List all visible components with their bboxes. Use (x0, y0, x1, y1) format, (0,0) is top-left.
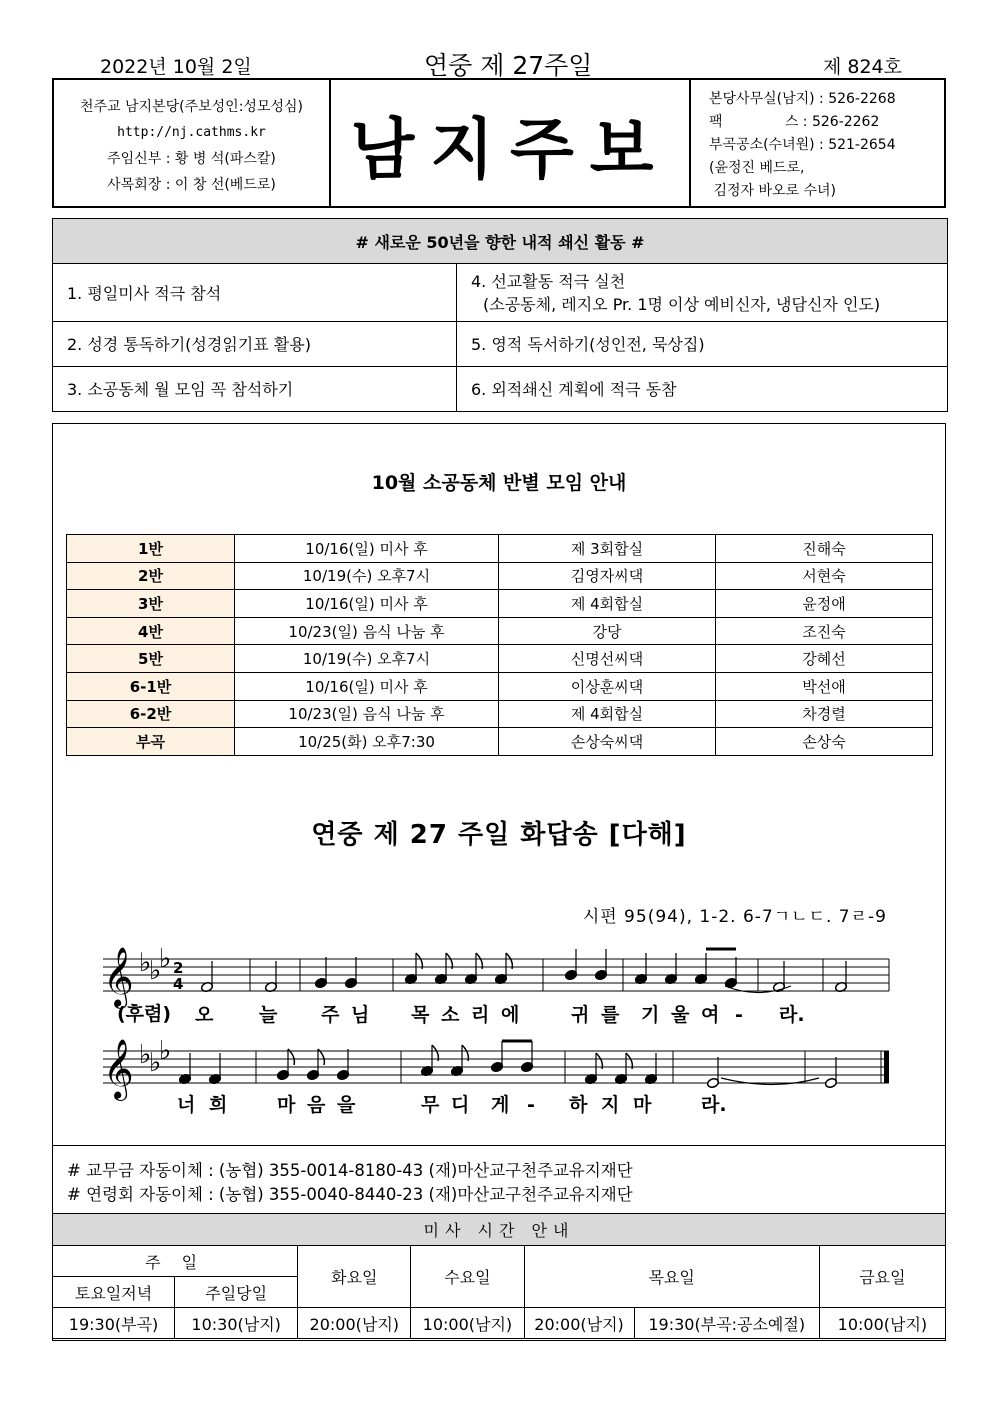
lyric-syllable: 귀 (571, 1004, 590, 1026)
group-leader: 윤정애 (716, 590, 933, 618)
table-row (67, 700, 933, 728)
lyric-syllable: 지 (601, 1094, 620, 1116)
group-datetime: 10/23(일) 음식 나눔 후 (235, 700, 499, 728)
group-datetime: 10/16(일) 미사 후 (235, 590, 499, 618)
lyric-syllable: 목 (411, 1004, 430, 1026)
lyric-syllable: 을 (337, 1094, 356, 1116)
mass-time: 10:00(남지) (819, 1308, 945, 1339)
main-content-box (52, 423, 946, 1341)
group-datetime: 10/25(화) 오후7:30 (235, 728, 499, 756)
lyric-syllable: 오 (195, 1004, 214, 1026)
lyric-syllable: 마 (277, 1094, 296, 1116)
lyric-syllable: 희 (209, 1094, 228, 1116)
masthead-title: 남지주보 (350, 109, 670, 188)
group-leader: 차경렬 (716, 700, 933, 728)
flat-icon: ♭ (139, 1040, 152, 1070)
renewal-item: 2. 성경 통독하기(성경읽기표 활용) (53, 321, 457, 366)
lyric-syllable: 소 (441, 1004, 460, 1026)
tue-header: 화요일 (298, 1246, 411, 1308)
lyric-syllable: 에 (501, 1004, 520, 1026)
sheet-music (93, 939, 913, 1139)
table-row (67, 728, 933, 756)
renewal-item: 4. 선교활동 적극 실천 (소공동체, 레지오 Pr. 1명 이상 예비신자, 냉담신자 인도) (457, 264, 948, 321)
flat-icon: ♭ (159, 944, 172, 974)
convent-phone: 부곡공소(수녀원) : 521-2654 (709, 137, 896, 153)
table-row (67, 617, 933, 645)
lyric-syllable: 늘 (259, 1004, 278, 1026)
flat-icon: ♭ (149, 956, 162, 986)
flat-icon: ♭ (159, 1036, 172, 1066)
thu-header: 목요일 (524, 1246, 819, 1308)
group-place: 제 3회합실 (499, 535, 716, 563)
group-leader: 서현숙 (716, 562, 933, 590)
group-datetime: 10/19(수) 오후7시 (235, 562, 499, 590)
tie-2 (721, 1078, 819, 1085)
sunday-header: 주 일 (53, 1246, 298, 1277)
renewal-item: 6. 외적쇄신 계획에 적극 동참 (457, 366, 948, 411)
group-name: 부곡 (67, 728, 235, 756)
table-row (67, 672, 933, 700)
group-name: 6-2반 (67, 700, 235, 728)
group-place: 제 4회합실 (499, 590, 716, 618)
groups-title: 10월 소공동체 반별 모임 안내 (371, 472, 627, 494)
flat-icon: ♭ (139, 948, 152, 978)
group-place: 강당 (499, 617, 716, 645)
mass-times-table (52, 1213, 946, 1339)
refrain-label: (후렴) (117, 1003, 172, 1025)
treble-clef-icon: 𝄞 (103, 1039, 134, 1099)
group-leader: 박선애 (716, 672, 933, 700)
renewal-title: # 새로운 50년을 향한 내적 쇄신 활동 # (53, 219, 948, 264)
group-datetime: 10/23(일) 음식 나눔 후 (235, 617, 499, 645)
flat-icon: ♭ (149, 1048, 162, 1078)
group-name: 4반 (67, 617, 235, 645)
lyric-syllable: 게 (491, 1094, 510, 1116)
lyric-syllable: 하 (569, 1094, 588, 1116)
funeral-autopay: # 연령회 자동이체 : (농협) 355-0040-8440-23 (재)마산교구천주교유지재단 (67, 1185, 633, 1204)
fax-number: 팩 스 : 526-2262 (709, 114, 880, 130)
pastor: 주임신부 : 황 병 석(파스칼) (107, 151, 276, 167)
tithe-autopay: # 교무금 자동이체 : (농협) 355-0014-8180-43 (재)마산교구천주교유지재단 (67, 1161, 633, 1180)
convent-names-1: (윤정진 베드로, (709, 160, 805, 176)
group-leader: 손상숙 (716, 728, 933, 756)
group-name: 2반 (67, 562, 235, 590)
group-datetime: 10/16(일) 미사 후 (235, 672, 499, 700)
lyric-syllable: 님 (351, 1004, 370, 1026)
mass-time: 10:00(남지) (411, 1308, 524, 1339)
table-row (67, 645, 933, 673)
lyric-syllable: 리 (471, 1004, 490, 1026)
final-barline (884, 1051, 889, 1083)
group-leader: 진해숙 (716, 535, 933, 563)
group-place: 제 4회합실 (499, 700, 716, 728)
renewal-item: 3. 소공동체 월 모임 꼭 참석하기 (53, 366, 457, 411)
group-name: 1반 (67, 535, 235, 563)
lyric-syllable: 라. (701, 1094, 727, 1116)
group-datetime: 10/19(수) 오후7시 (235, 645, 499, 673)
group-leader: 조진숙 (716, 617, 933, 645)
lyric-syllable: 여 (701, 1004, 720, 1026)
group-name: 6-1반 (67, 672, 235, 700)
fri-header: 금요일 (819, 1246, 945, 1308)
group-name: 3반 (67, 590, 235, 618)
renewal-item: 5. 영적 독서하기(성인전, 묵상집) (457, 321, 948, 366)
lyric-syllable: 기 (641, 1004, 660, 1026)
time-signature-bottom: 4 (173, 975, 184, 993)
parish-name: 천주교 남지본당(주보성인:성모성심) (80, 99, 303, 115)
time-signature-top: 2 (173, 959, 184, 977)
group-datetime: 10/16(일) 미사 후 (235, 535, 499, 563)
group-place: 김영자씨댁 (499, 562, 716, 590)
wed-header: 수요일 (411, 1246, 524, 1308)
lyric-syllable: 마 (633, 1094, 652, 1116)
table-row (67, 590, 933, 618)
mass-time: 20:00(남지) (298, 1308, 411, 1339)
lyric-syllable: 울 (671, 1004, 690, 1026)
lyric-syllable: 디 (451, 1094, 470, 1116)
renewal-table (52, 218, 948, 412)
mass-time: 20:00(남지) (524, 1308, 634, 1339)
lyric-syllable: 음 (307, 1094, 326, 1116)
council-president: 사목회장 : 이 창 선(베드로) (107, 177, 276, 193)
lyric-syllable: 를 (601, 1004, 620, 1026)
staff-lines-1 (103, 959, 889, 991)
office-phone: 본당사무실(남지) : 526-2268 (709, 91, 896, 107)
lyric-syllable: 주 (321, 1004, 340, 1026)
issue-number: 제 824호 (822, 56, 902, 78)
contact-info (691, 80, 944, 206)
bulletin-date: 2022년 10월 2일 (100, 56, 252, 78)
lyric-syllable: 너 (177, 1094, 196, 1116)
lyric-syllable: - (735, 1004, 743, 1026)
mass-times-title: 미사 시간 안내 (53, 1214, 946, 1246)
mass-time: 19:30(부곡:공소예절) (634, 1308, 819, 1339)
parish-url[interactable]: http://nj.cathms.kr (117, 125, 266, 140)
lyric-syllable: 무 (421, 1094, 440, 1116)
top-line (52, 46, 946, 80)
treble-clef-icon: 𝄞 (103, 947, 134, 1007)
lyrics-line-2 (177, 1093, 727, 1116)
mass-time: 19:30(부곡) (53, 1308, 175, 1339)
group-place: 신명선씨댁 (499, 645, 716, 673)
sun-day-header: 주일당일 (175, 1277, 298, 1308)
mass-time: 10:30(남지) (175, 1308, 298, 1339)
liturgical-sunday: 연중 제 27주일 (424, 51, 593, 80)
group-leader: 강혜선 (716, 645, 933, 673)
psalm-reference: 시편 95(94), 1-2. 6-7ㄱㄴㄷ. 7ㄹ-9 (582, 907, 887, 927)
masthead-title-box (331, 80, 691, 206)
convent-names-2: 김정자 바오로 수녀) (709, 183, 837, 199)
divider (53, 1145, 945, 1146)
sat-eve-header: 토요일저녁 (53, 1277, 175, 1308)
lyric-syllable: - (527, 1094, 535, 1116)
group-name: 5반 (67, 645, 235, 673)
group-place: 이상훈씨댁 (499, 672, 716, 700)
notes-line-1 (200, 949, 847, 993)
lyrics-line-1 (195, 1003, 805, 1026)
psalm-title: 연중 제 27 주일 화답송 [다해] (311, 820, 687, 850)
masthead-box (52, 78, 946, 208)
group-place: 손상숙씨댁 (499, 728, 716, 756)
renewal-item: 1. 평일미사 적극 참석 (53, 264, 457, 321)
table-row (67, 562, 933, 590)
parish-info (54, 80, 331, 206)
groups-table (66, 534, 933, 756)
table-row (67, 535, 933, 563)
lyric-syllable: 라. (779, 1004, 805, 1026)
